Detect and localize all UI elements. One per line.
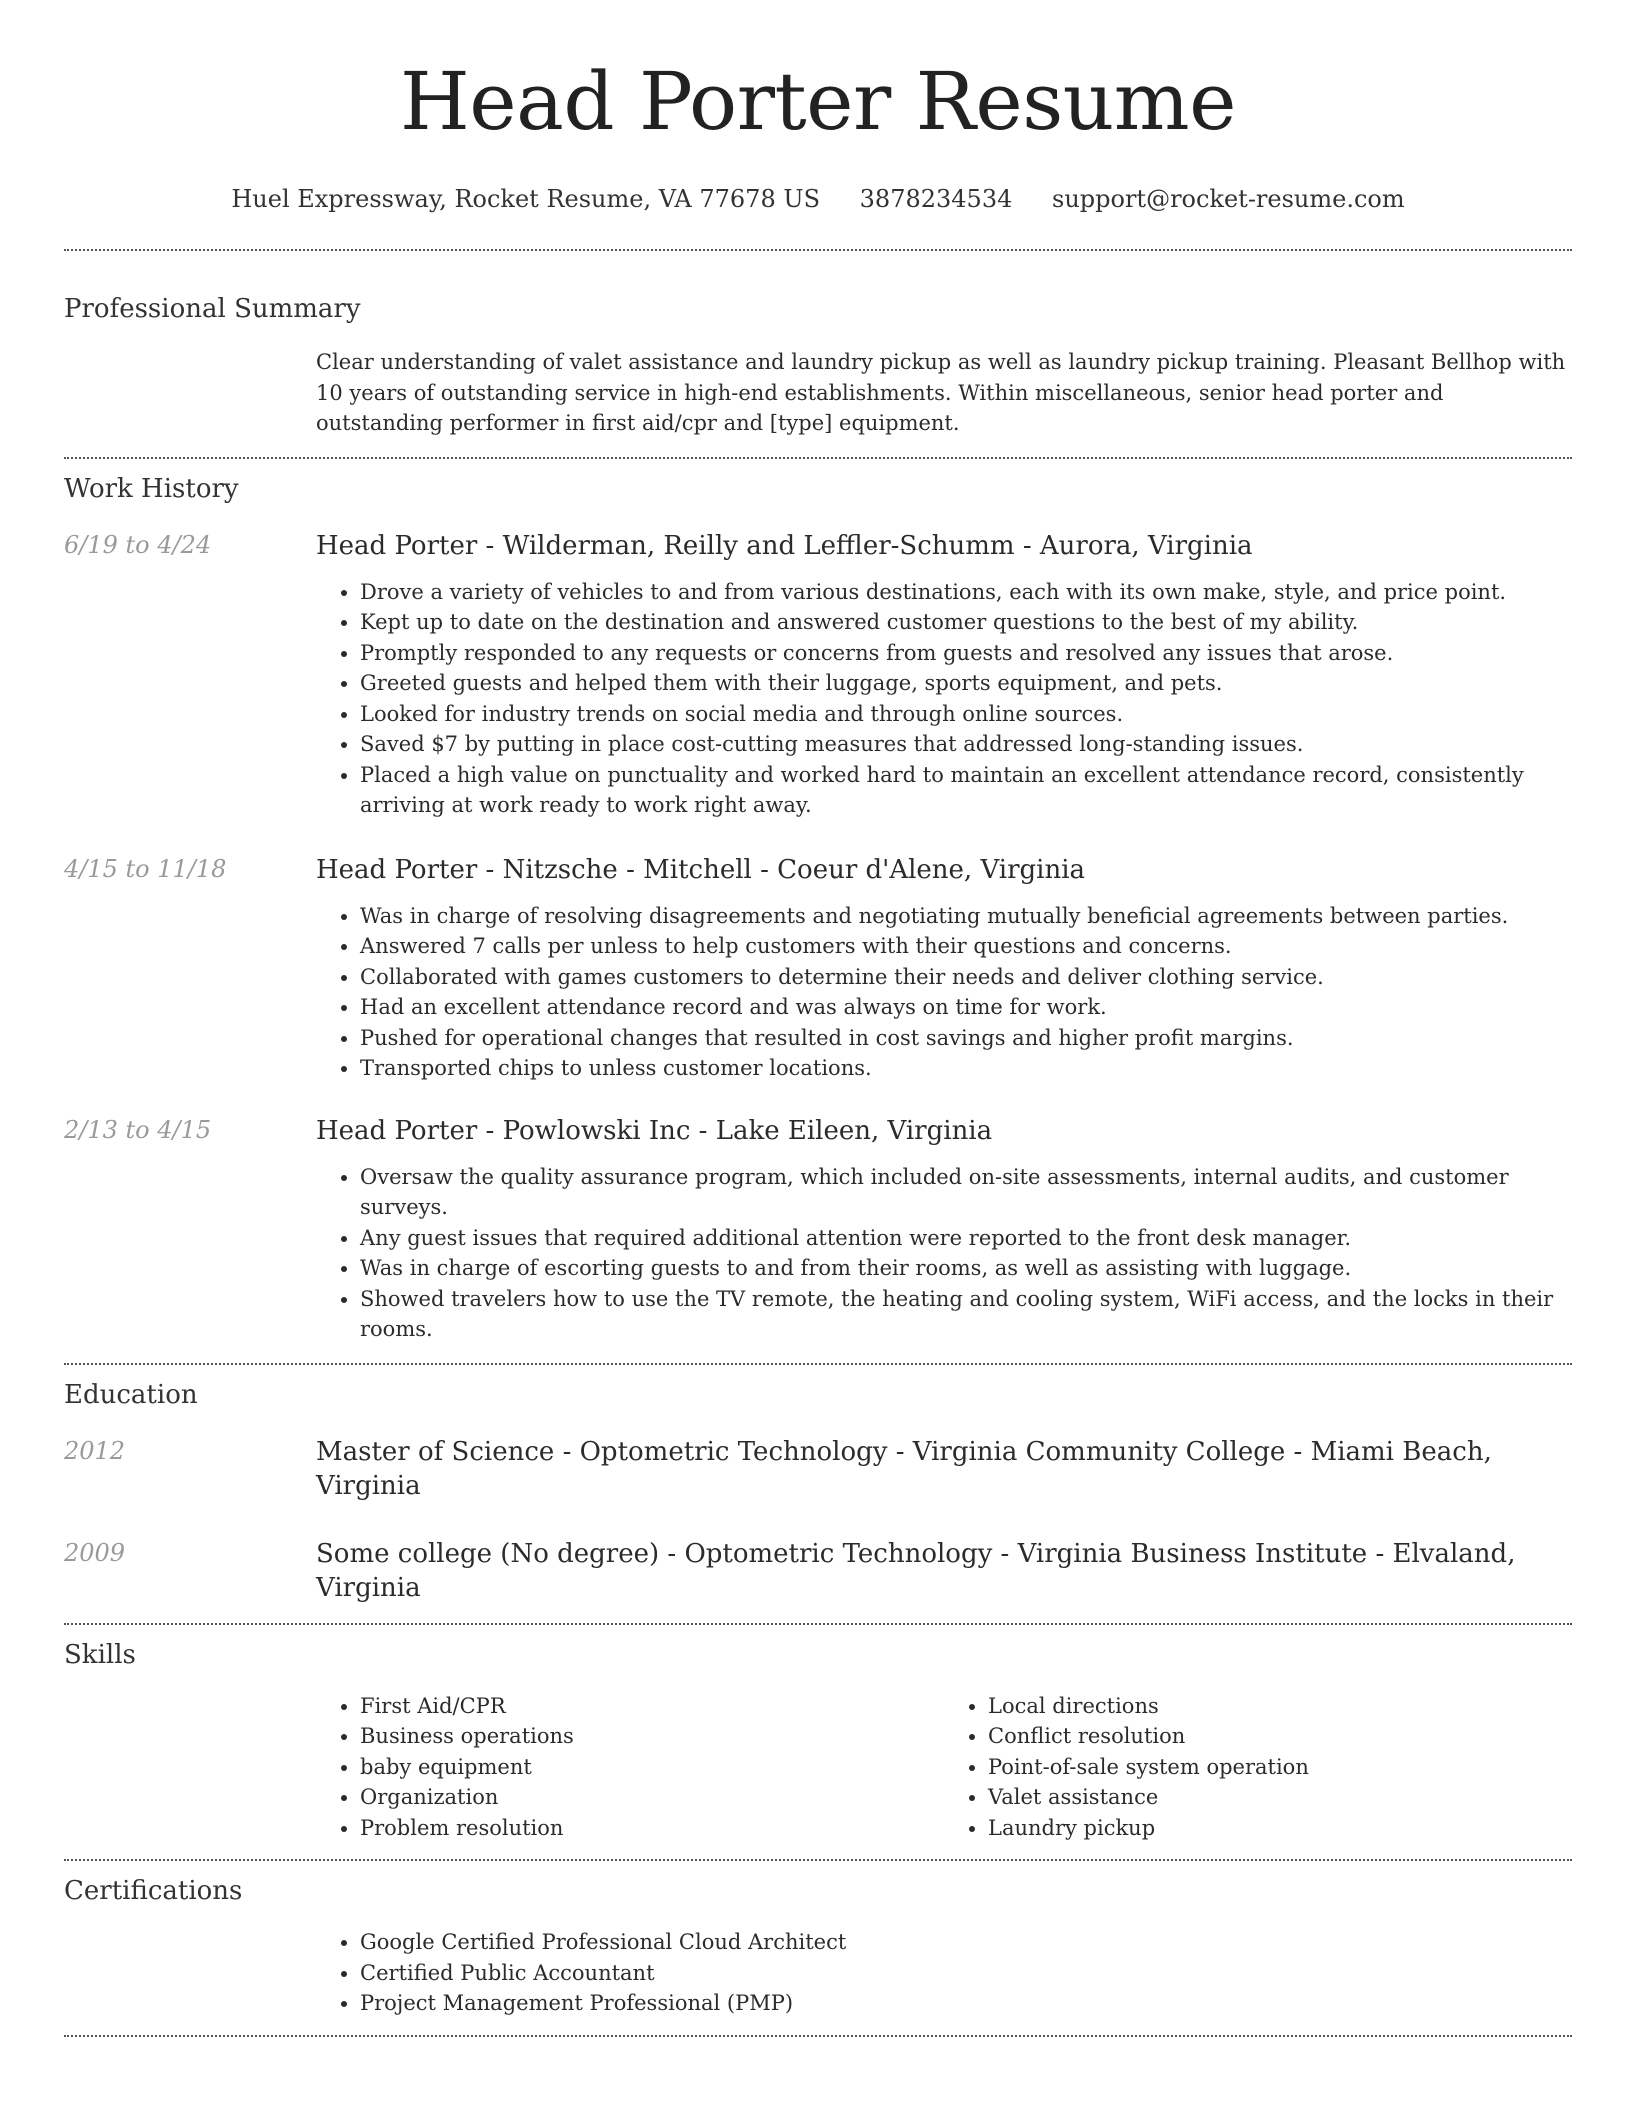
job-dates: 2/13 to 4/15 xyxy=(64,1115,212,1144)
skill-item: • Laundry pickup xyxy=(988,1813,1572,1844)
job-entry xyxy=(64,529,1572,821)
job-bullet: • Showed travelers how to use the TV remote, the heating and cooling system, WiFi access, and the locks in their rooms. xyxy=(360,1284,1572,1345)
skill-item: • First Aid/CPR xyxy=(360,1691,944,1722)
job-title: Head Porter - Nitzsche - Mitchell - Coeur d'Alene, Virginia xyxy=(316,854,1086,885)
skill-item: • baby equipment xyxy=(360,1752,944,1783)
job-bullet: • Had an excellent attendance record and was always on time for work. xyxy=(360,992,1572,1023)
contact-address: Huel Expressway, Rocket Resume, VA 77678 US xyxy=(231,185,821,213)
education-year: 2009 xyxy=(64,1538,126,1567)
skill-item: • Valet assistance xyxy=(988,1782,1572,1813)
education-entry xyxy=(64,1435,1572,1503)
education-section xyxy=(64,1365,1572,1605)
job-bullet: • Transported chips to unless customer locations. xyxy=(360,1053,1572,1084)
job-bullet: • Greeted guests and helped them with their luggage, sports equipment, and pets. xyxy=(360,668,1572,699)
skills-section xyxy=(64,1625,1572,1844)
skill-item: • Conflict resolution xyxy=(988,1721,1572,1752)
skills-heading: Skills xyxy=(64,1639,136,1670)
skill-item: • Business operations xyxy=(360,1721,944,1752)
job-bullets xyxy=(316,901,1572,1084)
skill-item: • Organization xyxy=(360,1782,944,1813)
work-history-section xyxy=(64,459,1572,1345)
summary-text: Clear understanding of valet assistance and laundry pickup as well as laundry pickup training. Pleasant Bellhop with 10 years of outstanding service in high-end establishments. Within miscellaneous, senior head porter and outstanding performer in first aid/cpr and [type] equipment. xyxy=(316,350,1566,435)
job-bullet: • Saved $7 by putting in place cost-cutting measures that addressed long-standing issues. xyxy=(360,729,1572,760)
page-title: Head Porter Resume xyxy=(400,55,1236,148)
certifications-list xyxy=(316,1927,1572,2019)
resume-page xyxy=(64,0,1572,2037)
summary-section xyxy=(64,251,1572,439)
certification-item: • Certified Public Accountant xyxy=(360,1958,1572,1989)
education-title: Master of Science - Optometric Technology - Virginia Community College - Miami Beach, Virginia xyxy=(316,1436,1492,1501)
job-bullet: • Drove a variety of vehicles to and from various destinations, each with its own make, style, and price point. xyxy=(360,577,1572,608)
job-dates: 6/19 to 4/24 xyxy=(64,530,212,559)
certification-item: • Project Management Professional (PMP) xyxy=(360,1988,1572,2019)
job-bullet: • Looked for industry trends on social media and through online sources. xyxy=(360,699,1572,730)
skill-item: • Point-of-sale system operation xyxy=(988,1752,1572,1783)
job-entry xyxy=(64,1114,1572,1345)
job-bullet: • Was in charge of escorting guests to and from their rooms, as well as assisting with luggage. xyxy=(360,1253,1572,1284)
work-history-heading: Work History xyxy=(64,473,239,504)
job-bullet: • Was in charge of resolving disagreements and negotiating mutually beneficial agreements between parties. xyxy=(360,901,1572,932)
contact-phone: 3878234534 xyxy=(859,185,1013,213)
job-title: Head Porter - Powlowski Inc - Lake Eileen, Virginia xyxy=(316,1115,993,1146)
education-title: Some college (No degree) - Optometric Technology - Virginia Business Institute - Elvaland, Virginia xyxy=(316,1538,1516,1603)
job-dates: 4/15 to 11/18 xyxy=(64,854,227,883)
skills-list-left xyxy=(316,1691,944,1844)
skill-item: • Local directions xyxy=(988,1691,1572,1722)
contact-email: support@rocket-resume.com xyxy=(1052,185,1405,213)
job-entry xyxy=(64,853,1572,1084)
job-bullets xyxy=(316,577,1572,821)
job-bullet: • Promptly responded to any requests or concerns from guests and resolved any issues that arose. xyxy=(360,638,1572,669)
education-entry xyxy=(64,1537,1572,1605)
certification-item: • Google Certified Professional Cloud Architect xyxy=(360,1927,1572,1958)
job-bullets xyxy=(316,1162,1572,1345)
summary-heading: Professional Summary xyxy=(64,294,361,324)
education-year: 2012 xyxy=(64,1436,126,1465)
divider xyxy=(64,2035,1572,2037)
skill-item: • Problem resolution xyxy=(360,1813,944,1844)
job-bullet: • Collaborated with games customers to determine their needs and deliver clothing service. xyxy=(360,962,1572,993)
certifications-heading: Certifications xyxy=(64,1876,243,1906)
job-bullet: • Any guest issues that required additional attention were reported to the front desk manager. xyxy=(360,1223,1572,1254)
job-bullet: • Answered 7 calls per unless to help customers with their questions and concerns. xyxy=(360,931,1572,962)
job-bullet: • Oversaw the quality assurance program, which included on-site assessments, internal audits, and customer surveys. xyxy=(360,1162,1572,1223)
job-bullet: • Pushed for operational changes that resulted in cost savings and higher profit margins. xyxy=(360,1023,1572,1054)
job-title: Head Porter - Wilderman, Reilly and Leffler-Schumm - Aurora, Virginia xyxy=(316,530,1253,561)
job-bullet: • Kept up to date on the destination and answered customer questions to the best of my ability. xyxy=(360,607,1572,638)
education-heading: Education xyxy=(64,1379,198,1410)
job-bullet: • Placed a high value on punctuality and worked hard to maintain an excellent attendance record, consistently arriving at work ready to work right away. xyxy=(360,760,1572,821)
certifications-section xyxy=(64,1861,1572,2019)
skills-list-right xyxy=(944,1691,1572,1844)
contact-line xyxy=(64,182,1572,216)
